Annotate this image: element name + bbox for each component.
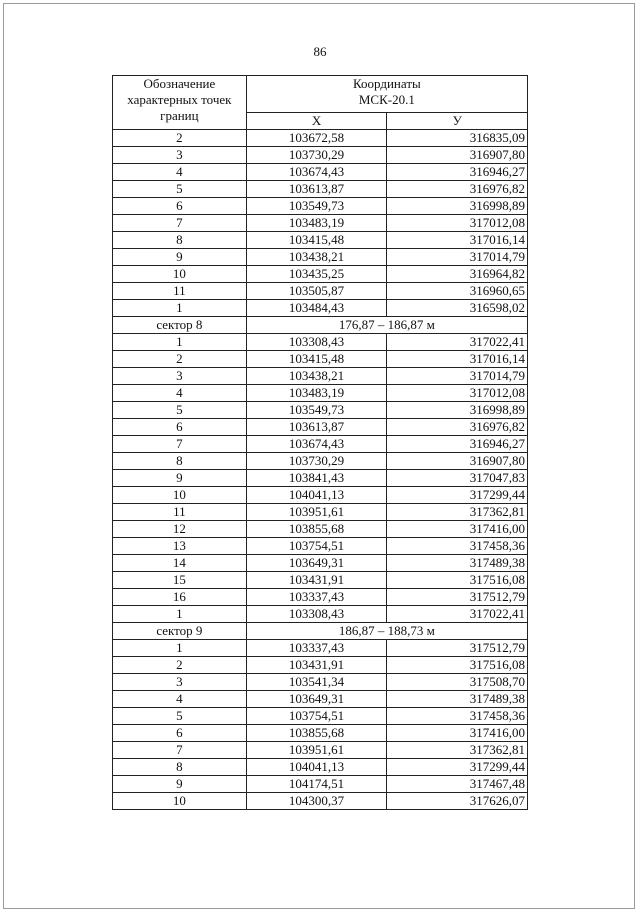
point-id-cell: 15: [113, 572, 247, 589]
coord-x-cell: 103483,19: [246, 385, 387, 402]
coord-y-cell: 317416,00: [387, 521, 528, 538]
table-row: [113, 470, 528, 487]
table-row: [113, 198, 528, 215]
point-id-cell: 16: [113, 589, 247, 606]
point-id-cell: 1: [113, 300, 247, 317]
coord-y-cell: 317626,07: [387, 793, 528, 810]
header-coords-line2: МСК-20.1: [358, 92, 415, 107]
coord-y-cell: 317022,41: [387, 334, 528, 351]
header-label-line2: характерных точек: [127, 92, 232, 107]
sector-name: сектор 8: [113, 317, 247, 334]
coord-y-cell: 316964,82: [387, 266, 528, 283]
coord-y-cell: 317416,00: [387, 725, 528, 742]
coord-y-cell: 316998,89: [387, 198, 528, 215]
coord-x-cell: 103308,43: [246, 334, 387, 351]
coord-y-cell: 317014,79: [387, 249, 528, 266]
table-row: [113, 589, 528, 606]
coord-x-cell: 103541,34: [246, 674, 387, 691]
table-body: [113, 130, 528, 810]
point-id-cell: 8: [113, 453, 247, 470]
point-id-cell: 4: [113, 385, 247, 402]
point-id-cell: 6: [113, 725, 247, 742]
table-row: [113, 147, 528, 164]
coord-y-cell: 317512,79: [387, 640, 528, 657]
table-row: [113, 691, 528, 708]
point-id-cell: 11: [113, 504, 247, 521]
coord-y-cell: 317016,14: [387, 351, 528, 368]
point-id-cell: 10: [113, 793, 247, 810]
coord-x-cell: 103613,87: [246, 181, 387, 198]
point-id-cell: 4: [113, 164, 247, 181]
coord-x-cell: 103549,73: [246, 198, 387, 215]
coord-x-cell: 103549,73: [246, 402, 387, 419]
coord-x-cell: 103431,91: [246, 657, 387, 674]
table-row: [113, 181, 528, 198]
coord-x-cell: 103435,25: [246, 266, 387, 283]
coord-x-cell: 103649,31: [246, 691, 387, 708]
table-row: [113, 725, 528, 742]
coord-x-cell: 104041,13: [246, 487, 387, 504]
coord-y-cell: 317467,48: [387, 776, 528, 793]
table-row: [113, 436, 528, 453]
table-row: [113, 640, 528, 657]
point-id-cell: 10: [113, 487, 247, 504]
coord-x-cell: 103672,58: [246, 130, 387, 147]
table-row: [113, 266, 528, 283]
coord-x-cell: 103505,87: [246, 283, 387, 300]
table-row: [113, 385, 528, 402]
point-id-cell: 3: [113, 147, 247, 164]
coord-y-cell: 317516,08: [387, 657, 528, 674]
point-id-cell: 2: [113, 351, 247, 368]
point-id-cell: 13: [113, 538, 247, 555]
coord-x-cell: 103438,21: [246, 249, 387, 266]
coord-y-cell: 317362,81: [387, 504, 528, 521]
point-id-cell: 14: [113, 555, 247, 572]
coord-x-cell: 103415,48: [246, 232, 387, 249]
sector-name: сектор 9: [113, 623, 247, 640]
coord-y-cell: 316835,09: [387, 130, 528, 147]
sector-range: 186,87 – 188,73 м: [246, 623, 527, 640]
coord-x-cell: 103415,48: [246, 351, 387, 368]
table-row: [113, 674, 528, 691]
coord-y-cell: 317362,81: [387, 742, 528, 759]
table-row: [113, 487, 528, 504]
table-row: [113, 215, 528, 232]
point-id-cell: 4: [113, 691, 247, 708]
coord-y-cell: 317047,83: [387, 470, 528, 487]
point-id-cell: 9: [113, 470, 247, 487]
coord-y-cell: 316946,27: [387, 436, 528, 453]
coord-y-cell: 317458,36: [387, 708, 528, 725]
point-id-cell: 3: [113, 368, 247, 385]
coord-x-cell: 103431,91: [246, 572, 387, 589]
coord-y-cell: 316976,82: [387, 419, 528, 436]
table-row: [113, 572, 528, 589]
table-header-row: [113, 76, 528, 113]
column-header-points: [113, 76, 247, 130]
point-id-cell: 8: [113, 232, 247, 249]
table-row: [113, 776, 528, 793]
table-row: [113, 742, 528, 759]
table-row: [113, 453, 528, 470]
coord-x-cell: 103754,51: [246, 538, 387, 555]
table-row: [113, 164, 528, 181]
coord-y-cell: 317022,41: [387, 606, 528, 623]
coord-x-cell: 103337,43: [246, 589, 387, 606]
coord-x-cell: 103951,61: [246, 742, 387, 759]
coord-y-cell: 316907,80: [387, 453, 528, 470]
page-number: 86: [313, 44, 327, 59]
point-id-cell: 8: [113, 759, 247, 776]
table-row: [113, 232, 528, 249]
point-id-cell: 2: [113, 130, 247, 147]
table-row: [113, 521, 528, 538]
coord-x-cell: 104174,51: [246, 776, 387, 793]
coord-x-cell: 104300,37: [246, 793, 387, 810]
table-row: [113, 300, 528, 317]
coord-x-cell: 103308,43: [246, 606, 387, 623]
coord-y-cell: 316998,89: [387, 402, 528, 419]
point-id-cell: 1: [113, 640, 247, 657]
table-row: [113, 555, 528, 572]
coord-y-cell: 317012,08: [387, 215, 528, 232]
coord-y-cell: 317489,38: [387, 691, 528, 708]
table-row: [113, 402, 528, 419]
point-id-cell: 7: [113, 436, 247, 453]
coord-y-cell: 316598,02: [387, 300, 528, 317]
coord-x-cell: 103841,43: [246, 470, 387, 487]
point-id-cell: 6: [113, 198, 247, 215]
coord-x-cell: 103674,43: [246, 164, 387, 181]
sector-header-row: [113, 623, 528, 640]
point-id-cell: 7: [113, 215, 247, 232]
coord-x-cell: 103337,43: [246, 640, 387, 657]
point-id-cell: 3: [113, 674, 247, 691]
coord-x-cell: 103483,19: [246, 215, 387, 232]
coord-x-cell: 103674,43: [246, 436, 387, 453]
coord-x-cell: 103855,68: [246, 521, 387, 538]
point-id-cell: 9: [113, 776, 247, 793]
point-id-cell: 5: [113, 181, 247, 198]
point-id-cell: 12: [113, 521, 247, 538]
column-header-y: У: [387, 113, 528, 130]
table-row: [113, 793, 528, 810]
coord-y-cell: 316907,80: [387, 147, 528, 164]
coord-y-cell: 317014,79: [387, 368, 528, 385]
coord-x-cell: 103484,43: [246, 300, 387, 317]
coord-x-cell: 103951,61: [246, 504, 387, 521]
point-id-cell: 1: [113, 606, 247, 623]
table-row: [113, 283, 528, 300]
header-label-line3: границ: [160, 108, 199, 123]
coord-x-cell: 103855,68: [246, 725, 387, 742]
coord-y-cell: 317299,44: [387, 487, 528, 504]
coord-x-cell: 103438,21: [246, 368, 387, 385]
coord-y-cell: 317489,38: [387, 555, 528, 572]
coord-y-cell: 317012,08: [387, 385, 528, 402]
point-id-cell: 5: [113, 402, 247, 419]
header-label-line1: Обозначение: [143, 76, 216, 91]
point-id-cell: 1: [113, 334, 247, 351]
table-row: [113, 419, 528, 436]
coord-x-cell: 103649,31: [246, 555, 387, 572]
point-id-cell: 10: [113, 266, 247, 283]
table-row: [113, 538, 528, 555]
point-id-cell: 11: [113, 283, 247, 300]
table-row: [113, 334, 528, 351]
sector-header-row: [113, 317, 528, 334]
table-row: [113, 657, 528, 674]
coord-y-cell: 317512,79: [387, 589, 528, 606]
table-row: [113, 708, 528, 725]
coord-y-cell: 316960,65: [387, 283, 528, 300]
table-row: [113, 606, 528, 623]
point-id-cell: 5: [113, 708, 247, 725]
table-row: [113, 368, 528, 385]
coord-x-cell: 103613,87: [246, 419, 387, 436]
table-row: [113, 759, 528, 776]
table-row: [113, 249, 528, 266]
header-coords-line1: Координаты: [353, 76, 421, 91]
table-row: [113, 130, 528, 147]
coord-x-cell: 103730,29: [246, 147, 387, 164]
coord-y-cell: 316946,27: [387, 164, 528, 181]
coord-x-cell: 103754,51: [246, 708, 387, 725]
coordinates-table: [112, 75, 528, 810]
coord-y-cell: 316976,82: [387, 181, 528, 198]
coord-y-cell: 317299,44: [387, 759, 528, 776]
sector-range: 176,87 – 186,87 м: [246, 317, 527, 334]
point-id-cell: 2: [113, 657, 247, 674]
coord-y-cell: 317516,08: [387, 572, 528, 589]
coord-y-cell: 317016,14: [387, 232, 528, 249]
coord-x-cell: 104041,13: [246, 759, 387, 776]
coord-x-cell: 103730,29: [246, 453, 387, 470]
coord-y-cell: 317508,70: [387, 674, 528, 691]
table-row: [113, 504, 528, 521]
column-header-x: Х: [246, 113, 387, 130]
column-header-coordinates: [246, 76, 527, 113]
coord-y-cell: 317458,36: [387, 538, 528, 555]
point-id-cell: 7: [113, 742, 247, 759]
point-id-cell: 6: [113, 419, 247, 436]
table-row: [113, 351, 528, 368]
point-id-cell: 9: [113, 249, 247, 266]
